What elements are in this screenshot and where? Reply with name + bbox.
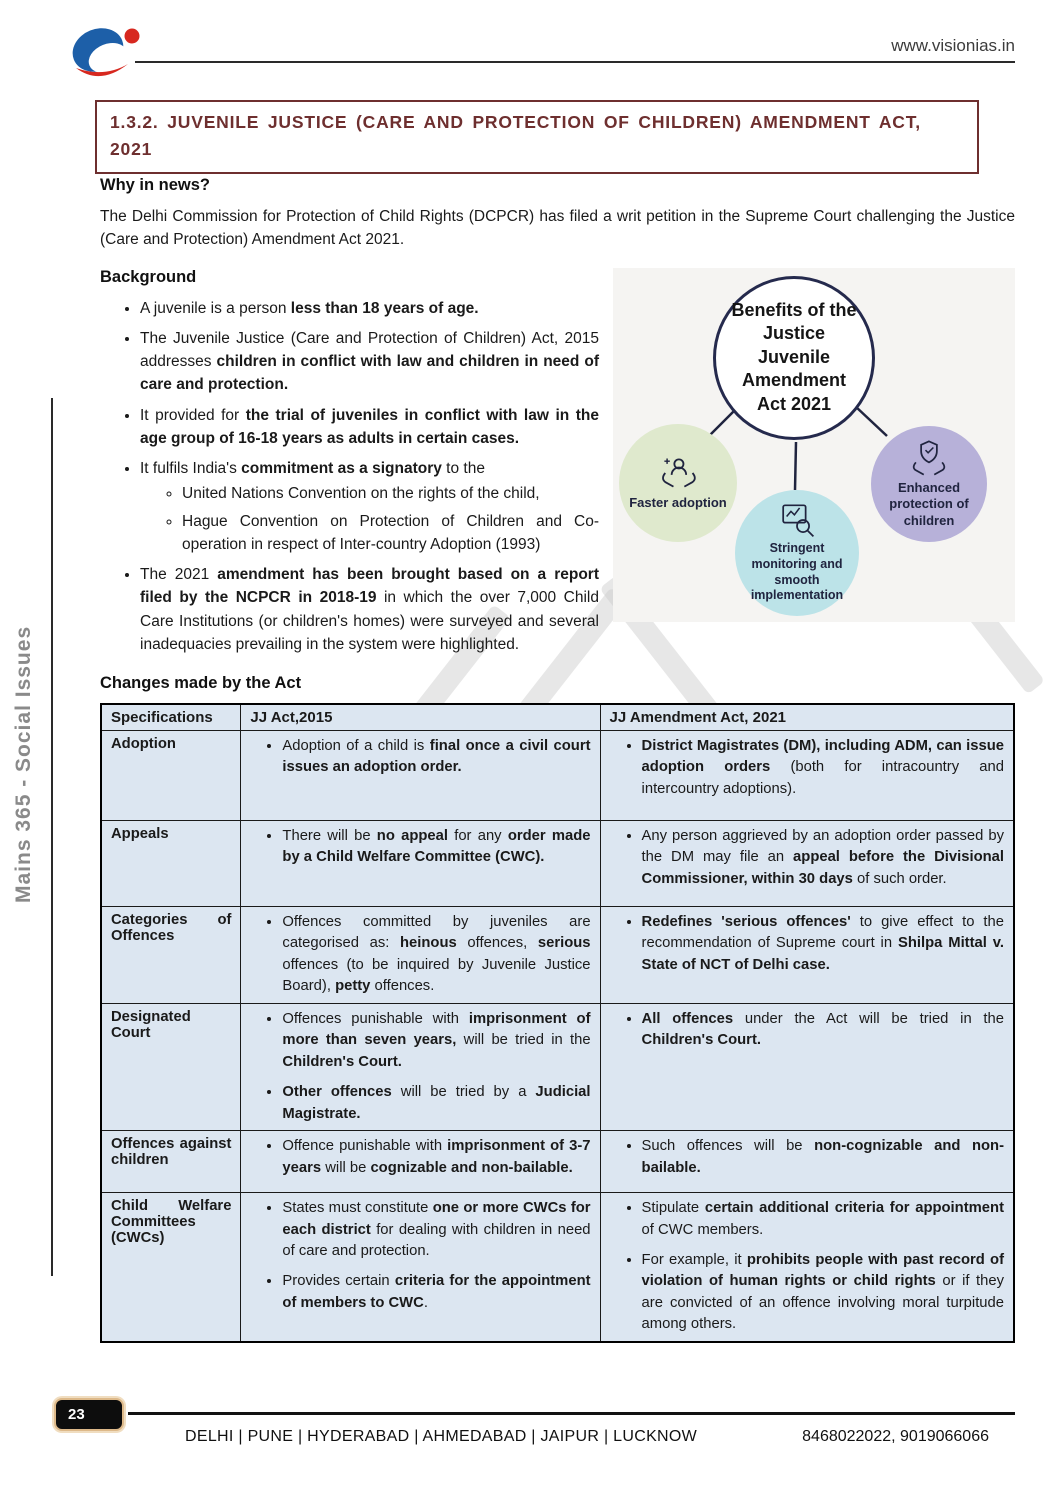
- benefits-infographic: [613, 268, 1015, 622]
- jj-act-2015-cell: [241, 731, 600, 821]
- cell-bullet-list: [610, 912, 1004, 976]
- spec-cell: Categories of Offences: [101, 907, 241, 1004]
- infographic-title: Benefits of the Justice Juvenile Amendment Act 2021: [713, 276, 875, 440]
- cell-bullet: • Other offences will be tried by a Judicial Magistrate.: [282, 1082, 590, 1125]
- cell-bullet: • All offences under the Act will be tried in the Children's Court.: [642, 1009, 1004, 1052]
- jj-amendment-2021-cell: [600, 1131, 1014, 1193]
- background-heading: Background: [100, 267, 197, 286]
- cell-bullet-list: [610, 1009, 1004, 1052]
- page-number-badge: 23: [54, 1398, 124, 1431]
- cell-bullet: • Offence punishable with imprisonment of 3-7 years will be cognizable and non-bailable.: [282, 1136, 590, 1179]
- benefit-monitoring: [735, 490, 859, 616]
- header-divider: [135, 61, 1015, 63]
- cell-bullet: • District Magistrates (DM), including ADM, can issue adoption orders (both for intracountry and intercountry adoptions).: [642, 736, 1004, 800]
- spec-cell: Adoption: [101, 731, 241, 821]
- column-header-jj-amendment-2021: JJ Amendment Act, 2021: [600, 704, 1014, 731]
- visionias-logo: [68, 24, 146, 90]
- changes-table: [100, 703, 1015, 1343]
- footer: [135, 1428, 1015, 1446]
- changes-table-body: [101, 731, 1014, 1342]
- background-bullet: • It fulfils India's commitment as a signatory to the ◦ United Nations Convention on the rights of the child, ◦ Hague Convention on Protection of Children and Co-operation in respect of Inter-country Adoption (1993): [140, 457, 1015, 556]
- cell-bullet-list: [250, 1198, 590, 1314]
- background-sub-bullet: ◦ Hague Convention on Protection of Children and Co-operation in respect of Inter-country Adoption (1993): [182, 510, 1015, 557]
- table-row: [101, 1003, 1014, 1130]
- spec-cell: Designated Court: [101, 1003, 241, 1130]
- spec-cell: Appeals: [101, 821, 241, 907]
- table-row: [101, 907, 1014, 1004]
- benefit-label: Stringent monitoring and smooth implementation: [750, 541, 844, 603]
- site-url: www.visionias.in: [891, 36, 1015, 55]
- main-content: [100, 176, 1015, 1343]
- cell-bullet-list: [610, 736, 1004, 800]
- table-row: [101, 1131, 1014, 1193]
- cell-bullet-list: [610, 826, 1004, 890]
- table-row: [101, 821, 1014, 907]
- footer-divider: [128, 1412, 1015, 1415]
- changes-heading: Changes made by the Act: [100, 674, 302, 692]
- why-in-news-heading: Why in news?: [100, 176, 211, 194]
- benefit-faster-adoption: [619, 424, 737, 542]
- background-bullet: • A juvenile is a person less than 18 years of age.: [140, 297, 1015, 320]
- jj-amendment-2021-cell: [600, 1003, 1014, 1130]
- cell-bullet-list: [250, 826, 590, 869]
- jj-amendment-2021-cell: [600, 907, 1014, 1004]
- cell-bullet-list: [250, 1136, 590, 1179]
- table-header-row: [101, 704, 1014, 731]
- spec-cell: Offences against children: [101, 1131, 241, 1193]
- series-label: Mains 365 - Social Issues: [12, 625, 35, 903]
- column-header-specifications: Specifications: [101, 704, 241, 731]
- cell-bullet: • There will be no appeal for any order made by a Child Welfare Committee (CWC).: [282, 826, 590, 869]
- benefit-label: Faster adoption: [629, 495, 727, 511]
- cell-bullet-list: [250, 1009, 590, 1125]
- adoption-hands-icon: [656, 453, 700, 493]
- cell-bullet: • Adoption of a child is final once a civil court issues an adoption order.: [282, 736, 590, 779]
- background-sub-bullet: ◦ United Nations Convention on the rights of the child,: [182, 482, 1015, 505]
- cell-bullet-list: [610, 1198, 1004, 1336]
- table-row: [101, 731, 1014, 821]
- column-header-jj-act-2015: JJ Act,2015: [241, 704, 600, 731]
- background-bullet: • It provided for the trial of juveniles in conflict with law in the age group of 16-18 years as adults in certain cases.: [140, 404, 1015, 451]
- jj-act-2015-cell: [241, 1003, 600, 1130]
- cell-bullet: • Provides certain criteria for the appointment of members to CWC.: [282, 1271, 590, 1314]
- cell-bullet-list: [250, 736, 590, 779]
- cell-bullet: • Redefines 'serious offences' to give effect to the recommendation of Supreme court in Shilpa Mittal v. State of NCT of Delhi case.: [642, 912, 1004, 976]
- jj-act-2015-cell: [241, 1131, 600, 1193]
- cell-bullet: • Stipulate certain additional criteria for appointment of CWC members.: [642, 1198, 1004, 1241]
- cell-bullet: • States must constitute one or more CWCs for each district for dealing with children in need of care and protection.: [282, 1198, 590, 1262]
- benefit-protection: [871, 426, 987, 542]
- jj-amendment-2021-cell: [600, 731, 1014, 821]
- cell-bullet-list: [610, 1136, 1004, 1179]
- jj-act-2015-cell: [241, 1193, 600, 1342]
- chapter-title: 1.3.2. JUVENILE JUSTICE (CARE AND PROTECTION OF CHILDREN) AMENDMENT ACT, 2021: [95, 100, 979, 174]
- jj-amendment-2021-cell: [600, 1193, 1014, 1342]
- cell-bullet: • Such offences will be non-cognizable and non-bailable.: [642, 1136, 1004, 1179]
- cell-bullet: • Offences committed by juveniles are categorised as: heinous offences, serious offences (to be inquired by Juvenile Justice Board), petty offences.: [282, 912, 590, 998]
- footer-cities: DELHI | PUNE | HYDERABAD | AHMEDABAD | JAIPUR | LUCKNOW: [185, 1428, 698, 1445]
- footer-phones: 8468022022, 9019066066: [802, 1428, 989, 1445]
- cell-bullet-list: [250, 912, 590, 998]
- jj-act-2015-cell: [241, 821, 600, 907]
- spec-cell: Child Welfare Committees (CWCs): [101, 1193, 241, 1342]
- background-bullet: • The 2021 amendment has been brought based on a report filed by the NCPCR in 2018-19 in which the over 7,000 Child Care Institutions (or children's homes) were surveyed and several inadequacies prevailing in the system were highlighted.: [140, 563, 1015, 656]
- cell-bullet: • Offences punishable with imprisonment of more than seven years, will be tried in the Children's Court.: [282, 1009, 590, 1073]
- why-in-news-paragraph: The Delhi Commission for Protection of Child Rights (DCPCR) has filed a writ petition in the Supreme Court challenging the Justice (Care and Protection) Amendment Act 2021.: [100, 208, 1015, 249]
- benefit-label: Enhanced protection of children: [889, 480, 969, 528]
- left-vertical-rule: [51, 398, 53, 1276]
- jj-act-2015-cell: [241, 907, 600, 1004]
- jj-amendment-2021-cell: [600, 821, 1014, 907]
- table-row: [101, 1193, 1014, 1342]
- shield-hands-icon: [908, 438, 950, 478]
- cell-bullet: • Any person aggrieved by an adoption order passed by the DM may file an appeal before the Divisional Commissioner, within 30 days of such order.: [642, 826, 1004, 890]
- background-bullet: • The Juvenile Justice (Care and Protection of Children) Act, 2015 addresses children in conflict with law and children in need of care and protection.: [140, 327, 1015, 397]
- monitoring-magnifier-icon: [776, 501, 818, 539]
- cell-bullet: • For example, it prohibits people with past record of violation of human rights or child rights or if they are convicted of an offence involving moral turpitude among others.: [642, 1250, 1004, 1336]
